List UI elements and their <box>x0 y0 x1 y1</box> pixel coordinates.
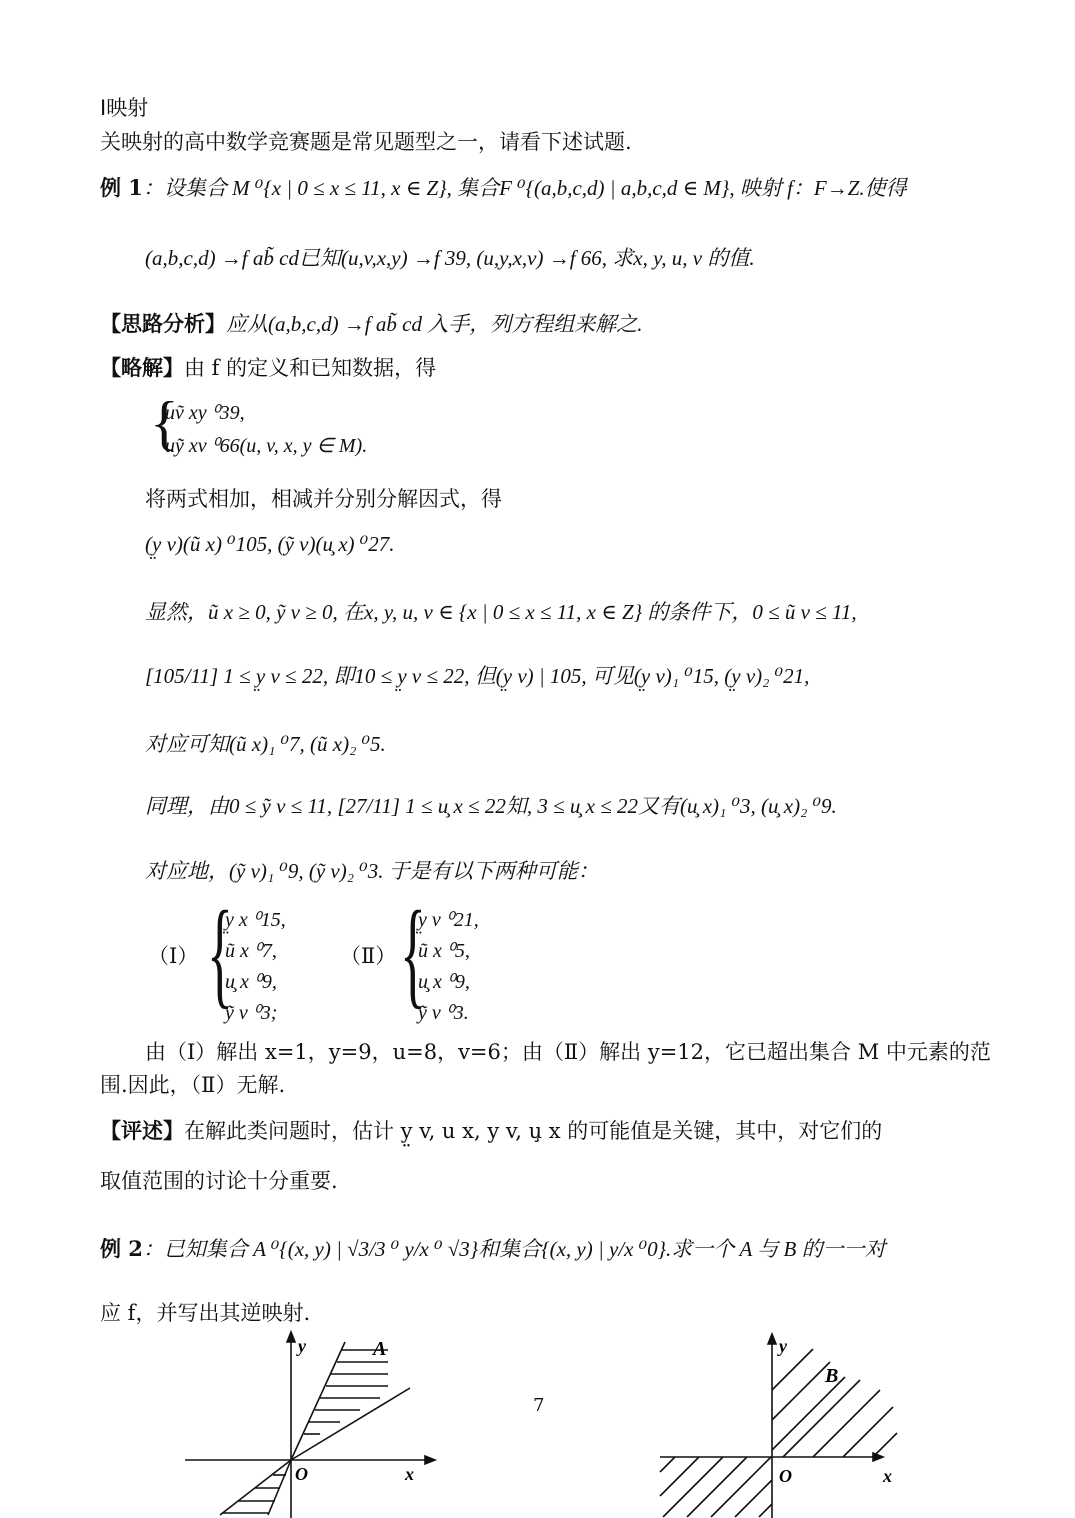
example-1-line1: ：设集合 M ⁰{x | 0 ≤ x ≤ 11, x ∈ Z}, 集合F ⁰{(a,b,c,d) | a,b,c,d ∈ M}, 映射 f：F→Z.使得 <box>142 176 907 200</box>
comment-paragraph <box>100 1115 882 1145</box>
fig-b-x-label: x <box>883 1466 892 1486</box>
example-1-line2: (a,b,c,d) →f ab̃ cd已知(u,v,x,y) →f 39, (u,y,x,v) →f 66, 求x, y, u, v 的值. <box>145 246 755 270</box>
comment-text-1: 在解此类问题时，估计 y̤ v, u x, y v, u̧ x 的可能值是关键，其中，对它们的 <box>184 1119 883 1143</box>
fig-a-y-arrow <box>287 1332 295 1342</box>
analysis-label: 【思路分析】 <box>100 311 226 336</box>
system-brace: { <box>150 390 179 456</box>
fig-a-y-label: y <box>298 1336 306 1356</box>
step-1: 将两式相加，相减并分别分解因式，得 <box>145 487 502 511</box>
result-line-2: 围.因此，（Ⅱ）无解. <box>100 1073 286 1097</box>
comment-label: 【评述】 <box>100 1118 184 1143</box>
result-line-1: 由（Ⅰ）解出 x=1，y=9，u=8，v=6；由（Ⅱ）解出 y=12，它已超出集合 M 中元素的范 <box>145 1040 991 1064</box>
system-eq-1: uṽ xy ⁰39, <box>165 402 245 424</box>
example-2-line1: ：已知集合 A ⁰{(x, y) | √3/3 ⁰ y/x ⁰ √3}和集合{(x, y) | y/x ⁰0}.求一个 A 与 B 的一一对 <box>142 1237 886 1261</box>
intro-text: 关映射的高中数学竞赛题是常见题型之一，请看下述试题. <box>100 130 632 154</box>
step-7: 对应地，(ỹ v)₁ ⁰9, (ỹ v)₂ ⁰3. 于是有以下两种可能： <box>145 859 599 883</box>
example-2-label: 例 2 <box>100 1236 143 1261</box>
fig-a-x-arrow <box>425 1456 435 1464</box>
solution-paragraph <box>100 352 436 382</box>
figure-set-a <box>180 1330 440 1518</box>
section-title: Ⅰ映射 <box>100 97 149 120</box>
step-5: 对应可知(ũ x)₁ ⁰7, (ũ x)₂ ⁰5. <box>145 732 386 756</box>
case-1-eq-3: u̧ x ⁰9, <box>225 971 277 993</box>
fig-b-origin-label: O <box>779 1466 792 1486</box>
fig-b-x-arrow <box>873 1453 883 1461</box>
case-2-eq-1: y̤ v ⁰21, <box>418 909 479 931</box>
example-1-label: 例 1 <box>100 175 143 200</box>
fig-b-y-label: y <box>779 1336 787 1356</box>
example-2-statement <box>100 1233 886 1263</box>
fig-b-region-label: B <box>825 1365 839 1387</box>
fig-a-x-label: x <box>405 1464 414 1484</box>
case-1-eq-1: y̤ x ⁰15, <box>225 909 286 931</box>
analysis-text: 应从(a,b,c,d) →f ab̃ cd 入手，列方程组来解之. <box>226 312 643 336</box>
fig-a-hatching <box>222 1350 388 1513</box>
step-4: [105/11] 1 ≤ y̤ v ≤ 22, 即10 ≤ y̤ v ≤ 22, 但(y̤ v) | 105, 可见(y̤ v)₁ ⁰15, (y̤ v)₂ ⁰21, <box>145 664 810 688</box>
step-6: 同理，由0 ≤ ỹ v ≤ 11, [27/11] 1 ≤ u̧ x ≤ 22知, 3 ≤ u̧ x ≤ 22又有(u̧ x)₁ ⁰3, (u̧ x)₂ ⁰9. <box>145 794 837 818</box>
fig-b-y-arrow <box>768 1334 776 1344</box>
case-1-label: （Ⅰ） <box>148 944 199 968</box>
case-2-brace: { <box>400 886 426 1019</box>
step-2: (y̤ v)(ũ x) ⁰105, (ỹ v)(u̧ x) ⁰27. <box>145 532 395 556</box>
fig-a-shallow-line <box>291 1388 410 1460</box>
case-1-eq-2: ũ x ⁰7, <box>225 940 277 962</box>
fig-a-origin-label: O <box>295 1464 308 1484</box>
case-1-eq-4: ỹ v ⁰3; <box>225 1002 278 1024</box>
case-2-eq-4: ỹ v ⁰3. <box>418 1002 469 1024</box>
step-3: 显然，ũ x ≥ 0, ỹ v ≥ 0, 在x, y, u, v ∈ {x | 0 ≤ x ≤ 11, x ∈ Z} 的条件下，0 ≤ ũ v ≤ 11, <box>145 600 857 624</box>
analysis-paragraph <box>100 308 642 338</box>
fig-a-steep-line <box>291 1342 345 1460</box>
comment-text-2: 取值范围的讨论十分重要. <box>100 1169 338 1193</box>
example-2-line2: 应 f，并写出其逆映射. <box>100 1301 311 1325</box>
page-number: 7 <box>533 1395 545 1416</box>
fig-b-hatching-quadrant-3 <box>660 1457 772 1517</box>
fig-a-region-label: A <box>373 1338 387 1360</box>
system-eq-2: uỹ xv ⁰66(u, v, x, y ∈ M). <box>165 435 368 457</box>
case-2-label: （Ⅱ） <box>340 944 397 968</box>
case-2-eq-2: ũ x ⁰5, <box>418 940 470 962</box>
solution-text: 由 f 的定义和已知数据，得 <box>184 356 437 380</box>
example-1-statement <box>100 172 907 202</box>
figure-set-b <box>655 1330 915 1518</box>
case-1-brace: { <box>207 886 233 1019</box>
solution-label: 【略解】 <box>100 355 184 380</box>
case-2-eq-3: u̧ x ⁰9, <box>418 971 470 993</box>
